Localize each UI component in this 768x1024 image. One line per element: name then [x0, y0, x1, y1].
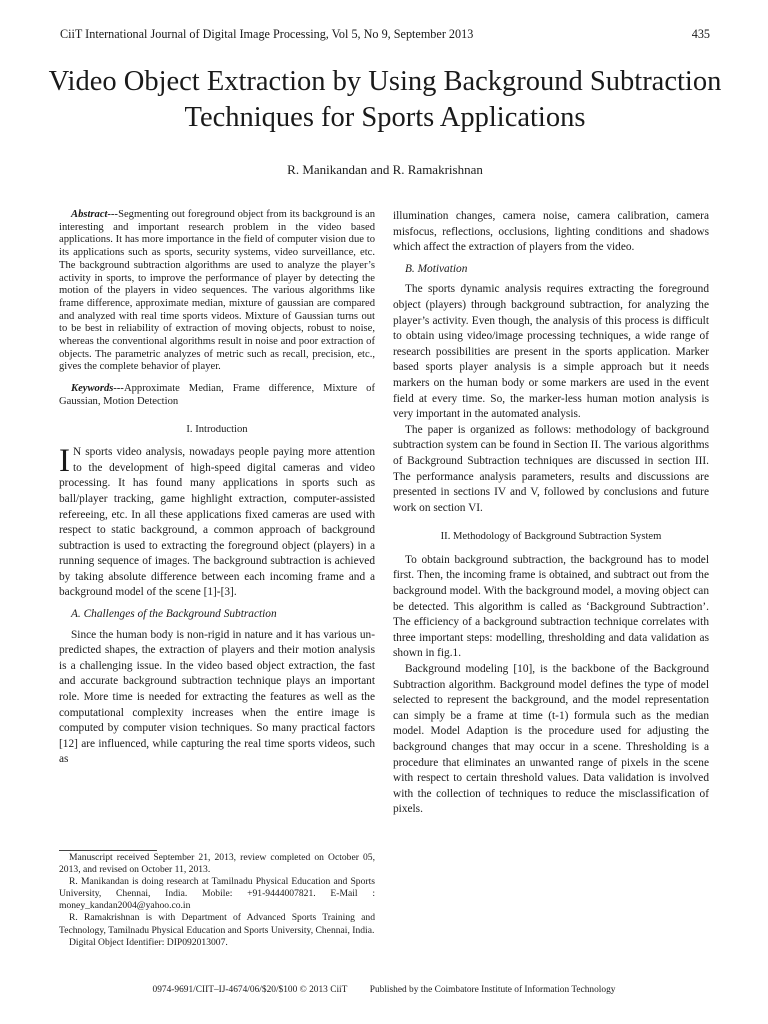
paper-title: Video Object Extraction by Using Background Subtraction Techniques for Sports Applications — [48, 66, 722, 133]
footnote-received: Manuscript received September 21, 2013, review completed on October 05, 2013, and revised on October 11, 2013. — [59, 852, 375, 876]
page-number: 435 — [691, 27, 710, 41]
footnote-divider — [59, 850, 157, 851]
left-column — [59, 209, 375, 768]
continued-paragraph: illumination changes, camera noise, camera calibration, camera misfocus, reflections, occlusions, lighting conditions and shadows which affect the extraction of players from the video. — [393, 210, 709, 254]
footnotes — [59, 852, 375, 949]
keywords-text: Approximate Median, Frame difference, Mixture of Gaussian, Motion Detection — [59, 383, 375, 407]
abstract-label: Abstract--- — [71, 209, 119, 220]
motivation-paragraph: The sports dynamic analysis requires extracting the foreground object (players) through background subtraction, for analyzing the player’s activity. Even though, the analysis of this process is difficult to obtain using video/image processing techniques, a wide range of research possibilities are present in the sports application. Marker based sports player analysis is a simple approach but it needs markers on the human body or some markers are used in the event field at every time. So, the marker-less human motion analysis is very important in the automated analysis. — [393, 283, 709, 421]
journal-name: CiiT International Journal of Digital Image Processing, Vol 5, No 9, September 2013 — [60, 27, 474, 41]
drop-cap: I — [59, 443, 70, 480]
challenges-paragraph: Since the human body is non-rigid in nature and it has various un-predicted shapes, the extraction of players and their motion analysis is a challenging issue. In the video based object extraction, the fast and accurate background subtraction technique plays an important role. More time is needed for extracting the features as well as the computational complexity increases when the entire image is computed by computer vision techniques. So many practical factors [12] are influenced, while capturing the real time sports videos, such as — [59, 628, 375, 766]
keywords — [59, 383, 375, 408]
abstract — [59, 209, 375, 374]
methodology-paragraph-2: Background modeling [10], is the backbone of the Background Subtraction algorithm. Background model defines the type of model selected to represent the background, and the model representation can simply be a frame at time (t-1) formula such as the median model. Model Adaption is the procedure used for adjusting the background changes that may occur in a scene. Thresholding is a procedure that eliminates an unwanted range of pixels in the scene with respect to certain threshold values. Data validation is involved with the collection of techniques to reduce the misclassification of pixels. — [393, 663, 709, 816]
keywords-label: Keywords--- — [71, 383, 124, 395]
organization-paragraph: The paper is organized as follows: methodology of background subtraction system can be found in Section II. The various algorithms of Background Subtraction techniques are discussed in section III. The performance analysis parameters, results and discussions are presented in sections IV and V, followed by conclusions and future work on section VI. — [393, 423, 709, 514]
right-column — [393, 209, 709, 818]
subsection-heading-motivation: B. Motivation — [405, 262, 468, 275]
intro-text: N sports video analysis, nowadays people paying more attention to the development of high-speed digital cameras and video processing. It has found many applications in sports such as ball/player tracking, game highlight extraction, computer-assisted refereeing, etc. In all these applications fixed cameras are used with respect to static background, a common approach of background subtraction is used to extracting the foreground object (players) in a running sequence of images. The background subtraction is achieved by taking absolute difference between each incoming frame and a background model of the scene [1]-[3]. — [59, 446, 375, 599]
section-heading-introduction: I. Introduction — [186, 423, 248, 435]
footer-publisher: Published by the Coimbatore Institute of Information Technology — [369, 985, 616, 995]
running-header — [60, 27, 710, 42]
section-heading-methodology: II. Methodology of Background Subtraction System — [440, 531, 662, 543]
footnote-doi: Digital Object Identifier: DIP092013007. — [69, 936, 228, 948]
footer-code: 0974-9691/CIIT–IJ-4674/06/$20/$100 © 2013 CiiT — [152, 985, 348, 995]
methodology-paragraph-1: To obtain background subtraction, the background has to model first. Then, the incoming frame is obtained, and subtract out from the background model. With the background model, a moving object can be detected. This algorithm is called as ‘Background Subtraction’. The efficiency of a background subtraction technique correlates with three important steps: modelling, thresholding and data validation as shown in fig.1. — [393, 553, 709, 660]
authors: R. Manikandan and R. Ramakrishnan — [287, 162, 483, 177]
footnote-author1: R. Manikandan is doing research at Tamilnadu Physical Education and Sports University, Chennai, India. Mobile: +91-9444007821. E-Mail : money_kandan2004@yahoo.co.in — [59, 876, 375, 912]
footnote-author2: R. Ramakrishnan is with Department of Advanced Sports Training and Technology, Tamilnadu Physical Education and Sports University, Chennai, India. — [59, 912, 375, 936]
subsection-heading-challenges: A. Challenges of the Background Subtraction — [71, 608, 277, 621]
abstract-text: Segmenting out foreground object from its background is an interesting and important research problem in the video based applications. It has more importance in the field of computer vision due to its applications such as sports, security systems, video surveillance, etc. The background subtraction algorithms are used to analyze the player’s activity in sports, to improve the performance of player by detecting the motion of the players in video sequences. The various algorithms like frame difference, approximate median, mixture of gaussian are compared and analyzed with real time sports videos. Mixture of Gaussian turns out to be best in reliability of extraction of moving objects, robust to noise, whereas the conventional algorithms result in noise and poor extraction of objects. The parametric analyzes of metric such as recall, precision, etc., gives the complete behavior of player. — [59, 209, 375, 373]
intro-paragraph — [59, 445, 375, 601]
page-footer — [0, 985, 768, 995]
